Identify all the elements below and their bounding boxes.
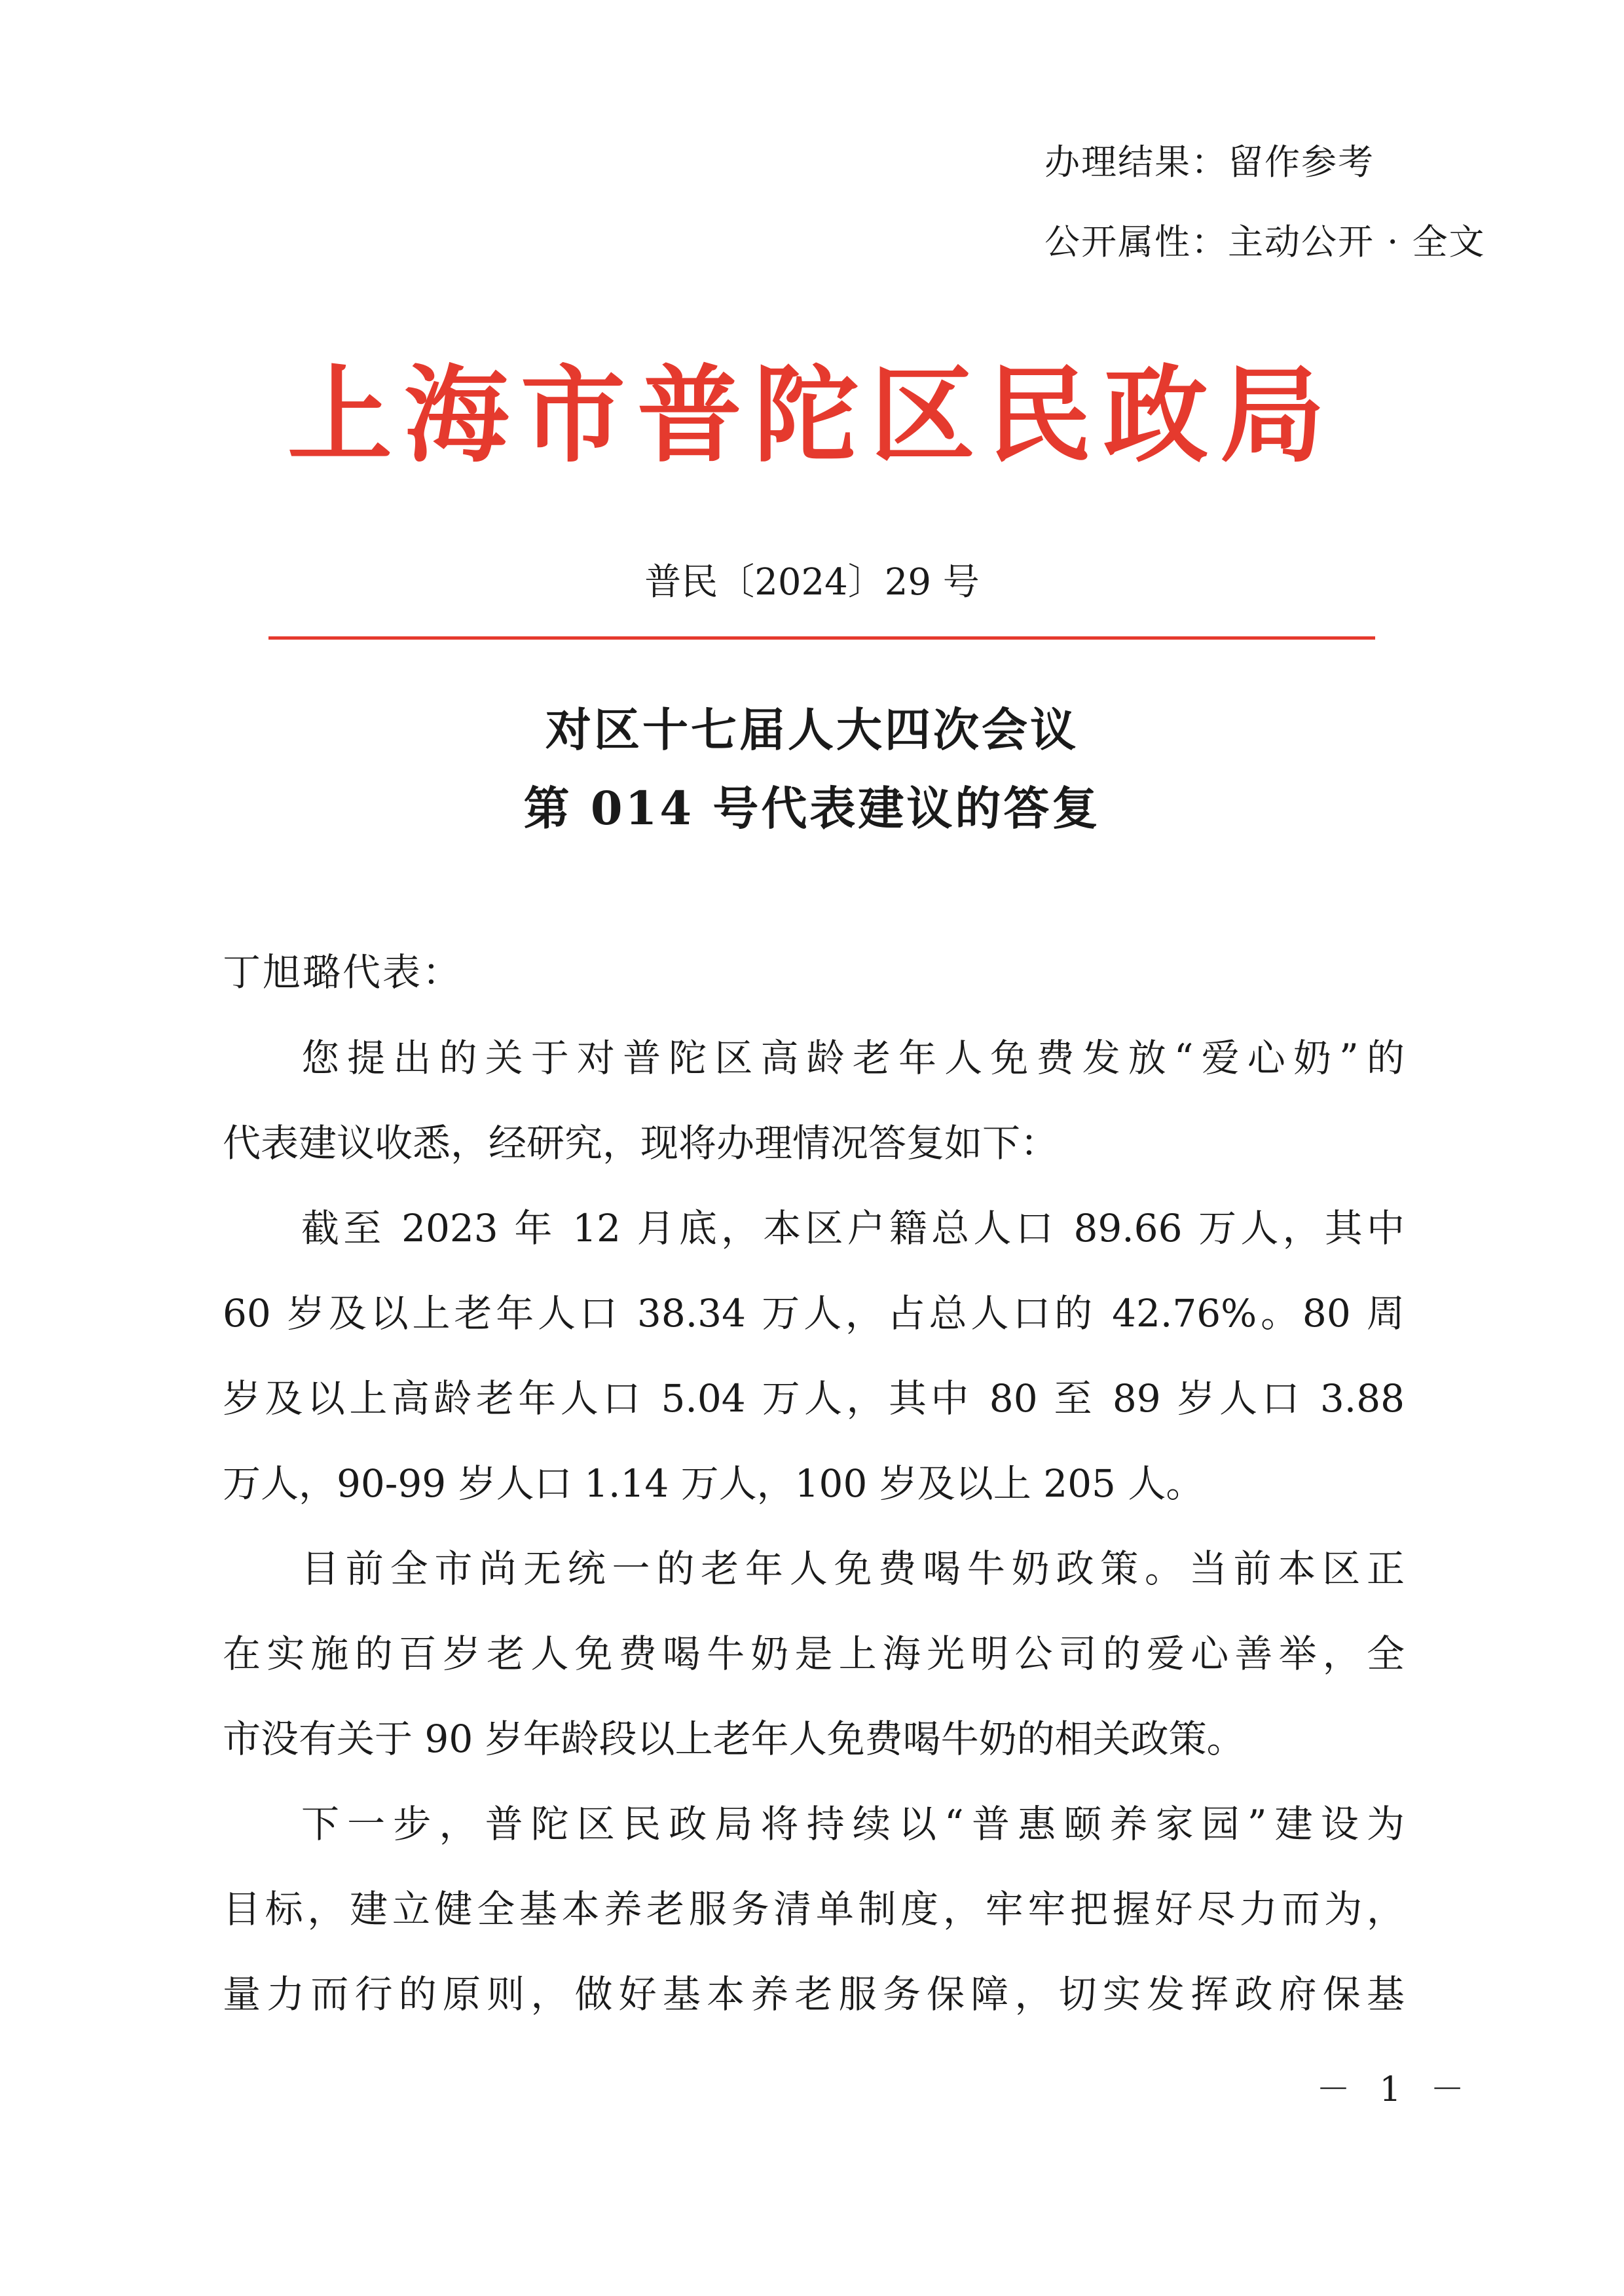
body-text-line: 60 岁及以上老年人口 38.34 万人，占总人口的 42.76%。80 周 (223, 1291, 1405, 1336)
body-text-line: 目前全市尚无统一的老年人免费喝牛奶政策。当前本区正 (301, 1546, 1405, 1591)
body-text-line: 您提出的关于对普陀区高龄老年人免费发放“爱心奶”的 (301, 1036, 1405, 1080)
body-text-line: 万人，90-99 岁人口 1.14 万人，100 岁及以上 205 人。 (223, 1461, 1204, 1506)
body-text-line: 市没有关于 90 岁年龄段以上老年人免费喝牛奶的相关政策。 (223, 1717, 1245, 1761)
handling-result: 办理结果：留作参考 (1044, 141, 1375, 183)
body-text-line: 岁及以上高龄老年人口 5.04 万人，其中 80 至 89 岁人口 3.88 (223, 1376, 1405, 1421)
page-number: － 1 － (1316, 2070, 1474, 2109)
body-text-line: 截至 2023 年 12 月底，本区户籍总人口 89.66 万人，其中 (301, 1206, 1405, 1250)
body-text-line: 下一步，普陀区民政局将持续以“普惠颐养家园”建设为 (301, 1802, 1405, 1846)
document-title-line-2: 第 014 号代表建议的答复 (523, 781, 1101, 835)
red-divider-line (268, 636, 1375, 640)
body-text-line: 在实施的百岁老人免费喝牛奶是上海光明公司的爱心善举，全 (223, 1631, 1405, 1676)
disclosure-attribute: 公开属性：主动公开 · 全文 (1044, 221, 1486, 263)
salutation: 丁旭璐代表： (223, 950, 463, 994)
body-text-line: 代表建议收悉，经研究，现将办理情况答复如下： (223, 1121, 1059, 1165)
document-title-line-1: 对区十七届人大四次会议 (545, 702, 1079, 757)
body-text-line: 目标，建立健全基本养老服务清单制度，牢牢把握好尽力而为， (223, 1887, 1405, 1931)
document-number: 普民〔2024〕29 号 (644, 561, 980, 604)
body-text-line: 量力而行的原则，做好基本养老服务保障，切实发挥政府保基 (223, 1972, 1405, 2016)
agency-masthead: 上海市普陀区民政局 (287, 354, 1337, 477)
